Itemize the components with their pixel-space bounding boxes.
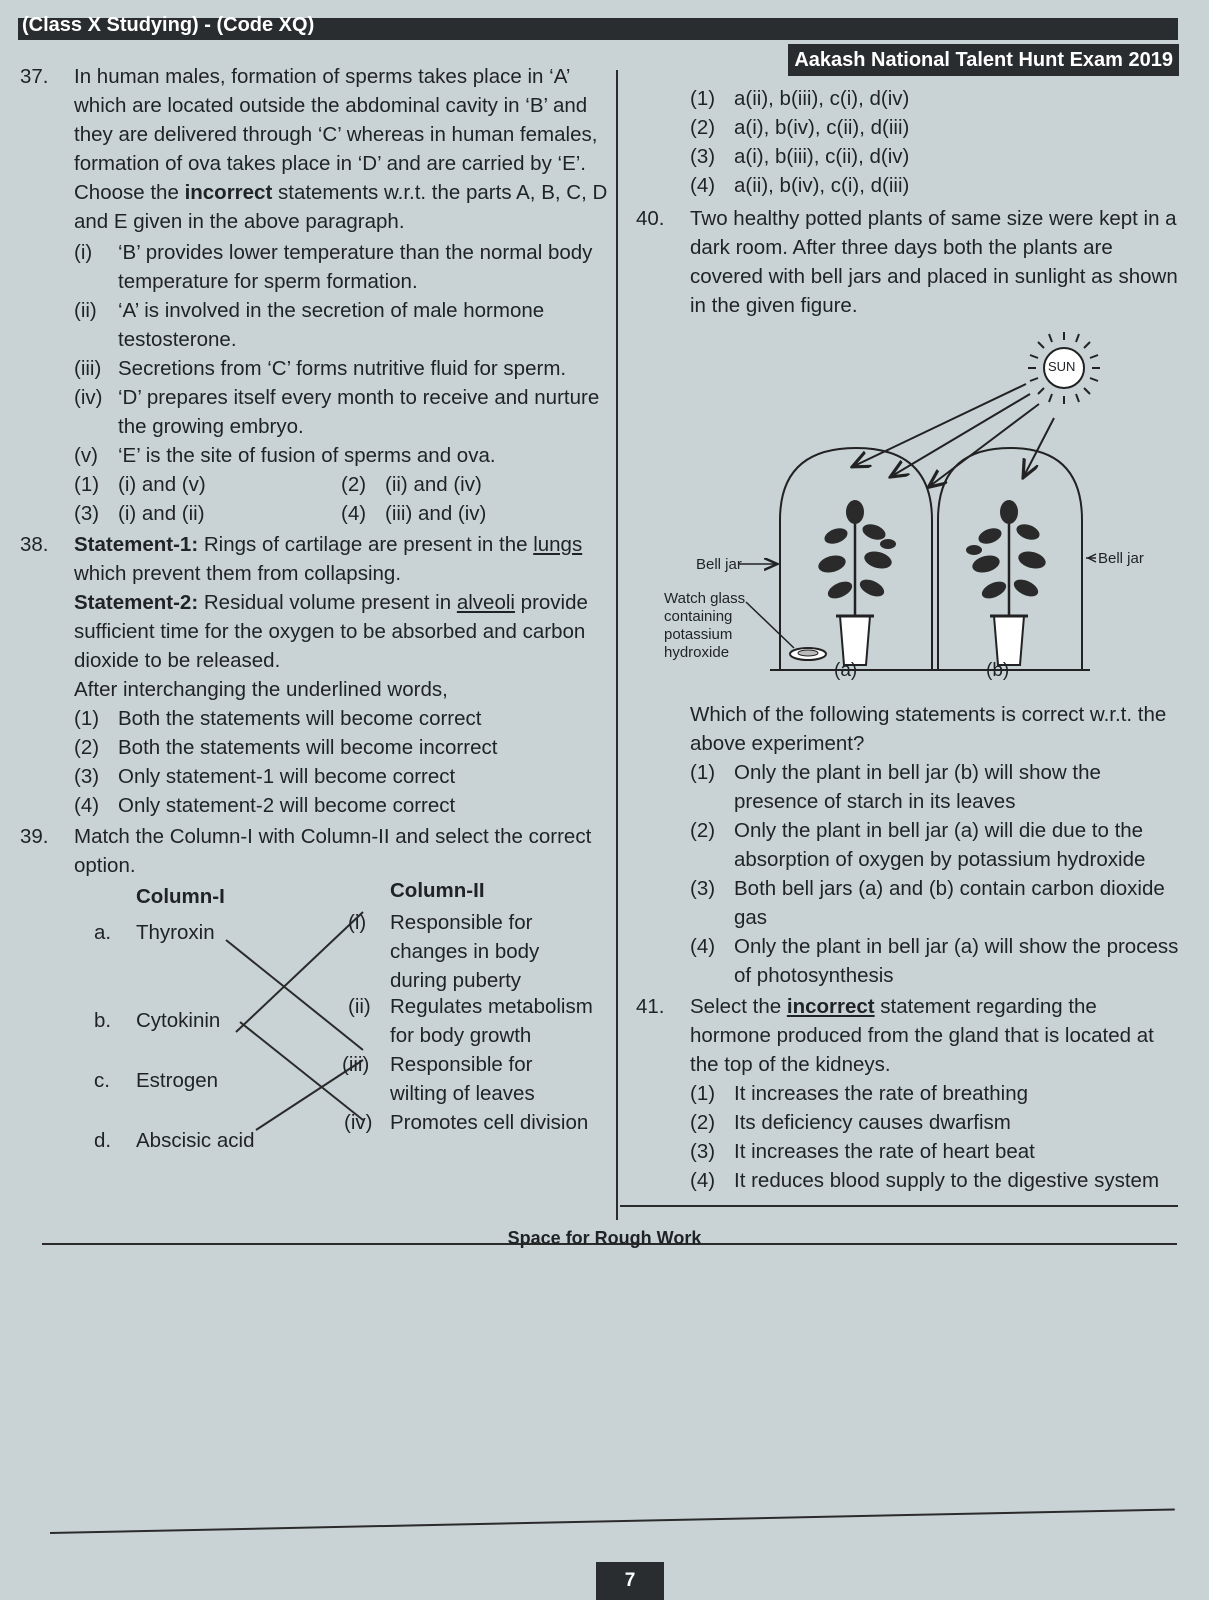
statement-iii: (iii) Secretions from ‘C’ forms nutritive fluid for sperm. <box>74 357 567 380</box>
watch-glass-icon <box>790 648 826 660</box>
col2-text-iii: Responsible for wilting of leaves <box>390 1053 535 1105</box>
option-3[interactable]: (3) Both bell jars (a) and (b) contain carbon dioxide gas <box>690 877 1165 929</box>
col2-label-i: (i) <box>348 911 367 934</box>
option-4[interactable]: (4) It reduces blood supply to the digestive system <box>690 1169 1160 1192</box>
col1-item-d: d. <box>94 1129 112 1152</box>
question-38 <box>18 530 608 820</box>
option-4[interactable]: (4) Only statement-2 will become correct <box>74 794 456 817</box>
statement-i: (i) ‘B’ provides lower temperature than the normal body temperature for sperm formation. <box>74 241 593 293</box>
jar-a-label: (a) <box>834 660 858 681</box>
question-number: 40. <box>636 207 665 230</box>
options-grid <box>74 470 608 528</box>
column-end-rule <box>620 1205 1178 1207</box>
question-instruction: After interchanging the underlined words, <box>74 678 448 701</box>
bell-jar-label-right: Bell jar <box>1098 550 1144 567</box>
statement-iv: (iv) ‘D’ prepares itself every month to receive and nurture the growing embryo. <box>74 386 600 438</box>
bell-jar-label-left: Bell jar <box>696 556 742 573</box>
option-4[interactable]: (4) a(ii), b(iv), c(i), d(iii) <box>690 174 910 197</box>
option-1[interactable]: (1) It increases the rate of breathing <box>690 1082 1029 1105</box>
col1-text-c: Estrogen <box>136 1069 219 1092</box>
question-instruction: Choose the incorrect statements w.r.t. the parts A, B, C, D and E given in the above paragraph. <box>74 181 608 233</box>
sun-label: SUN <box>1048 359 1076 374</box>
col1-item-c: c. <box>94 1069 110 1092</box>
question-40-body <box>634 700 1182 990</box>
option-2[interactable]: (2) Its deficiency causes dwarfism <box>690 1111 1011 1134</box>
option-3[interactable]: (3) Only statement-1 will become correct <box>74 765 456 788</box>
col1-text-d: Abscisic acid <box>136 1129 255 1152</box>
question-number: 37. <box>20 65 49 88</box>
jar-b-label: (b) <box>986 660 1010 681</box>
option-1[interactable]: (1) Only the plant in bell jar (b) will show the presence of starch in its leaves <box>690 761 1101 813</box>
option-4[interactable]: (4) (iii) and (iv) <box>341 502 487 525</box>
col1-item-a: a. <box>94 921 112 944</box>
column-1-heading: Column-I <box>136 885 225 908</box>
col2-label-ii: (ii) <box>348 995 371 1018</box>
header-exam-title: Aakash National Talent Hunt Exam 2019 <box>788 44 1179 76</box>
col1-text-b: Cytokinin <box>136 1009 221 1032</box>
option-2[interactable]: (2) a(i), b(iv), c(ii), d(iii) <box>690 116 910 139</box>
col2-text-i: Responsible for changes in body during puberty <box>390 911 540 992</box>
left-column <box>18 62 608 1152</box>
statement-2: Statement-2: Residual volume present in alveoli provide sufficient time for the oxygen to be absorbed and carbon dioxide to be released. <box>74 591 588 672</box>
option-4[interactable]: (4) Only the plant in bell jar (a) will show the process of photosynthesis <box>690 935 1179 987</box>
statement-v: (v) ‘E’ is the site of fusion of sperms and ova. <box>74 444 496 467</box>
question-prompt: Which of the following statements is correct w.r.t. the above experiment? <box>690 703 1167 755</box>
question-40 <box>634 204 1182 320</box>
page-number: 7 <box>596 1562 664 1600</box>
col2-label-iii: (iii) <box>342 1053 370 1076</box>
potted-plant-a-icon <box>816 500 896 665</box>
option-1[interactable]: (1) Both the statements will become correct <box>74 707 482 730</box>
col2-label-iv: (iv) <box>344 1111 373 1134</box>
question-number: 38. <box>20 533 49 556</box>
statement-1: Statement-1: Rings of cartilage are present in the lungs which prevent them from collapsing. <box>74 533 583 585</box>
bell-jar-figure <box>634 320 1182 700</box>
option-3[interactable]: (3) (i) and (ii) <box>74 502 205 525</box>
question-37 <box>18 62 608 528</box>
potted-plant-b-icon <box>966 500 1048 665</box>
footer-rule <box>50 1508 1175 1534</box>
col2-text-iv: Promotes cell division <box>390 1111 589 1134</box>
question-stem: In human males, formation of sperms takes place in ‘A’ which are located outside the abdominal cavity in ‘B’ and they are delivered through ‘C’ whereas in human females, formation of ova takes place in ‘D’ and are carried by ‘E’. <box>74 65 598 175</box>
question-39-options <box>634 84 1182 200</box>
option-2[interactable]: (2) Only the plant in bell jar (a) will die due to the absorption of oxygen by potassium hydroxide <box>690 819 1146 871</box>
question-number: 41. <box>636 995 665 1018</box>
watch-glass-label: Watch glass containing potassium hydroxide <box>664 590 746 661</box>
match-table <box>18 879 608 1152</box>
question-stem: Select the incorrect statement regarding the hormone produced from the gland that is located at the top of the kidneys. <box>690 995 1154 1076</box>
header-class-code: (Class X Studying) - (Code XQ) <box>22 14 315 36</box>
col2-text-ii: Regulates metabolism for body growth <box>390 995 593 1047</box>
col1-item-b: b. <box>94 1009 112 1032</box>
option-2[interactable]: (2) Both the statements will become incorrect <box>74 736 498 759</box>
option-3[interactable]: (3) a(i), b(iii), c(ii), d(iv) <box>690 145 910 168</box>
statement-ii: (ii) ‘A’ is involved in the secretion of male hormone testosterone. <box>74 299 545 351</box>
option-1[interactable]: (1) a(ii), b(iii), c(i), d(iv) <box>690 87 910 110</box>
question-stem: Two healthy potted plants of same size were kept in a dark room. After three days both the plants are covered with bell jars and placed in sunlight as shown in the given figure. <box>690 207 1178 317</box>
column-2-heading: Column-II <box>390 879 485 902</box>
rough-work-label: Space for Rough Work <box>507 1228 702 1248</box>
question-number: 39. <box>20 825 49 848</box>
option-3[interactable]: (3) It increases the rate of heart beat <box>690 1140 1035 1163</box>
right-column <box>634 84 1182 1195</box>
option-1[interactable]: (1) (i) and (v) <box>74 473 206 496</box>
question-39 <box>18 822 608 880</box>
question-41 <box>634 992 1182 1195</box>
question-stem: Match the Column-I with Column-II and select the correct option. <box>74 825 592 877</box>
option-2[interactable]: (2) (ii) and (iv) <box>341 473 482 496</box>
col1-text-a: Thyroxin <box>136 921 215 944</box>
